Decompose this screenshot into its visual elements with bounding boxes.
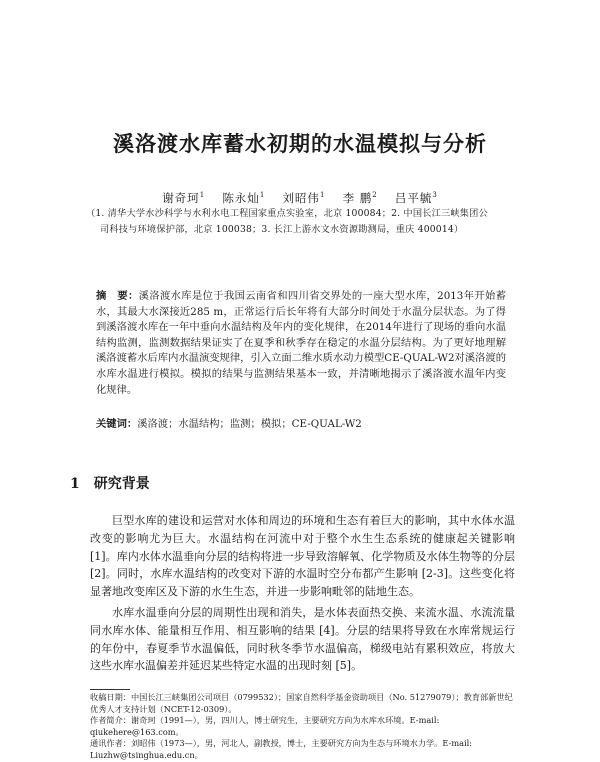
- abstract: [96, 289, 506, 398]
- footnotes: [90, 692, 520, 762]
- author: 刘昭伟$^1$: [282, 191, 326, 205]
- footnote-divider: [90, 689, 130, 690]
- footnote-corresponding: 通讯作者：刘昭伟（1973—），男，河北人，副教授，博士，主要研究方向为生态与环境水力学。E-mail: Liuzhw@tsinghua.edu.cn。: [90, 738, 472, 760]
- affiliation-line: 司科技与环境保护部，北京 100038；3. 长江上游水文水资源勘测局，重庆 400014）: [100, 224, 464, 235]
- keywords-text: 溪洛渡；水温结构；监测；模拟；CE-QUAL-W2: [137, 418, 362, 430]
- affiliation-line: （1. 清华大学水沙科学与水利水电工程国家重点实验室，北京 100084；2. 中国长江三峡集团公: [86, 208, 488, 219]
- footnote-funding: 收稿日期：中国长江三峡集团公司项目（0799532）；国家自然科学基金资助项目（No. 51279079）；教育部新世纪优秀人才支持计划（NCET-12-0309）。: [90, 692, 513, 714]
- section-title: 研究背景: [93, 476, 150, 492]
- author: 陈永灿$^1$: [222, 191, 266, 205]
- body-paragraph: 水库水温垂向分层的周期性出现和消失，是水体表面热交换、来流水温、水流流量同水库水体、能量相互作用、相互影响的结果 [4]。分层的结果将导致在水库常规运行的年份中，春夏季节水温偏低，同时秋冬季节水温偏高，梯级电站有累积效应，将放大这些水库水温偏差并延迟某些特定水温的出现时刻 [5]。: [90, 606, 515, 673]
- paper-title: 溪洛渡水库蓄水初期的水温模拟与分析: [113, 131, 487, 156]
- abstract-text: 溪洛渡水库是位于我国云南省和四川省交界处的一座大型水库，2013年开始蓄水，其最大水深接近285 m，正常运行后长年将有大部分时间处于水温分层状态。为了得到溪洛渡水库在一年中垂向水温结构及年内的变化规律，在2014年进行了现场的垂向水温结构监测，监测数据结果证实了在夏季和秋季存在稳定的水温分层结构。为了更好地理解溪洛渡蓄水后库内水温演变规律，引入立面二维水质水动力模型CE-QUAL-W2对溪洛渡的水库水温进行模拟。模拟的结果与监测结果基本一致，并清晰地揭示了溪洛渡水温年内变化规律。: [96, 290, 506, 396]
- keywords-label: 关键词：: [96, 418, 138, 430]
- author: 李 鹏$^2$: [342, 191, 378, 205]
- author-list: [0, 190, 600, 206]
- author: 谢奇珂$^1$: [162, 191, 206, 205]
- body-paragraph: 巨型水库的建设和运营对水体和周边的环境和生态有着巨大的影响，其中水体水温改变的影响尤为巨大。水温结构在河流中对于整个水生生态系统的健康起关键影响 [1]。库内水体水温垂向分层的结构将进一步导致溶解氧、化学物质及水体生物等的分层 [2]。同时，水库水温结构的改变对下游的水温时空分布都产生影响 [2-3]。这些变化将显著地改变库区及下游的水生生态，并进一步影响毗邻的陆地生态。: [90, 514, 515, 599]
- author: 吕平毓$^3$: [394, 191, 438, 205]
- abstract-label: 摘 要：: [96, 290, 139, 302]
- footnote-author: 作者简介：谢奇珂（1991—），男，四川人，博士研究生，主要研究方向为水库水环境。E-mail: qiukehere@163.com。: [90, 715, 440, 737]
- keywords: [96, 415, 506, 430]
- section-heading: [70, 473, 150, 493]
- section-number: 1: [70, 476, 80, 492]
